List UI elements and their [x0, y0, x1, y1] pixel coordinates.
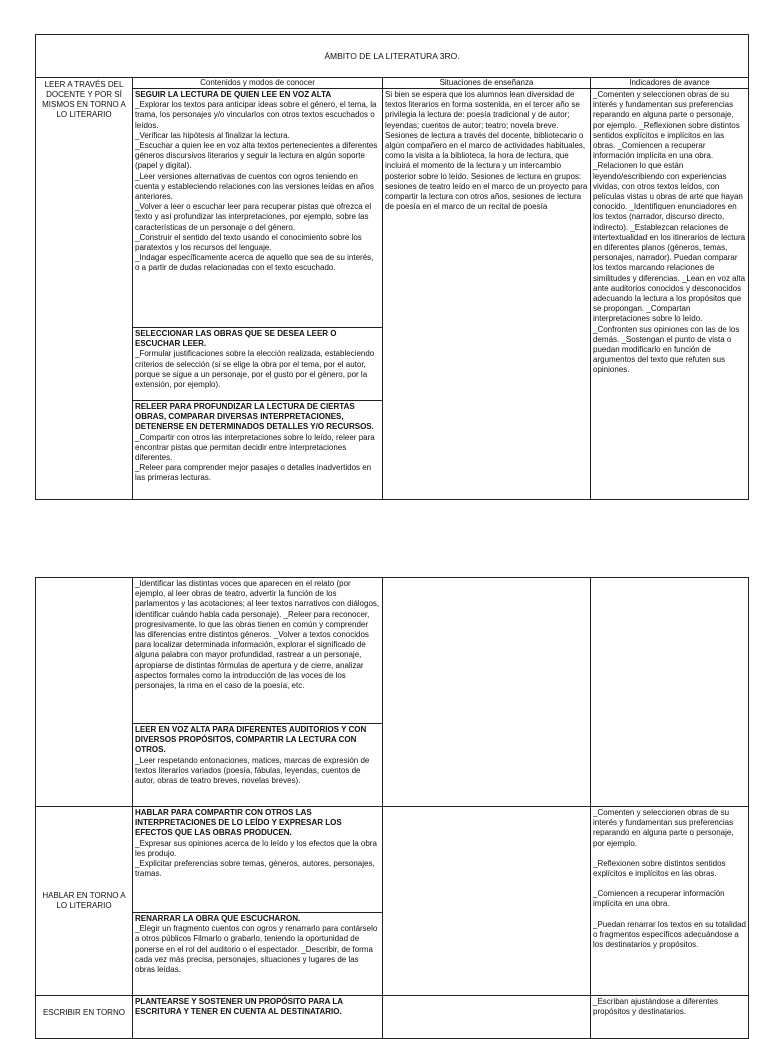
- indicadores-empty: [591, 578, 749, 807]
- content-block-escribir: [133, 996, 383, 1039]
- block-title: HABLAR PARA COMPARTIR CON OTROS LAS INTERPRETACIONES DE LO LEÍDO Y EXPRESAR LOS EFECTOS QUE LAS OBRAS PRODUCEN.: [135, 808, 342, 838]
- content-item: _Expresar sus opiniones acerca de lo leído y los efectos que la obra les produjo.: [135, 838, 377, 858]
- indicator-item: _Reflexionen sobre distintos sentidos explícitos e implícitos en las obras.: [593, 858, 726, 879]
- area-empty: [36, 578, 133, 807]
- block-title: PLANTEARSE Y SOSTENER UN PROPÓSITO PARA LA ESCRITURA Y TENER EN CUENTA AL DESTINATARIO.: [135, 997, 343, 1017]
- header-situaciones: Situaciones de enseñanza: [383, 78, 591, 89]
- block-title: RELEER PARA PROFUNDIZAR LA LECTURA DE CIERTAS OBRAS, COMPARAR DIVERSAS INTERPRETACIONES, DETENERSE EN DETERMINADOS DETALLES Y/O RECURSOS.: [135, 402, 374, 432]
- situaciones-text: Si bien se espera que los alumnos lean diversidad de textos literarios en forma sostenida, en el tercer año se privilegia la lectura de: poesía tradicional y de autor; leyendas; cuentos de autor; teatro; novela breve. Sesiones de lectura a través del docente, bibliotecario o algún compañero en el marco de actividades habituales, como la visita a la biblioteca, la hora de lectura, que incluirá el momento de la lectura y un intercambio posterior sobre lo leído. Sesiones de lectura en grupos: sesiones de teatro leído en el marco de un proyecto para compartir la lectura con otros años, sesiones de lectura de poesía en el marco de un recital de poesía: [383, 89, 591, 500]
- content-item: _Releer para comprender mejor pasajes o detalles inadvertidos en las primeras lecturas.: [135, 463, 372, 483]
- indicadores-text: _Comenten y seleccionen obras de su interés y fundamentan sus preferencias reparando en alguna parte o personaje, por ejemplo. _Reflexionen sobre distintos sentidos explícitos e implícitos en las obras. _Comiencen a recuperar información implícita en una obra. _Relacionen lo que están leyendo/escribiendo con experiencias vividas, con otros textos leídos, con películas vistas u obras de arte que hayan conocido. _Identifiquen enunciadores en los textos (narrador, discurso directo, indirecto). _Establezcan relaciones de intertextualidad en los itinerarios de lectura en diferentes planos (géneros, temas, personajes, narrador). Puedan comparar los textos marcando relaciones de similitudes y diferencias. _Lean en voz alta ante auditorios conocidos y desconocidos adecuando la lectura a los propósitos que se propongan. _Compartan interpretaciones sobre lo leído. _Confronten sus opiniones con las de los demás. _Sostengan el punto de vista o puedan modificarlo en función de argumentos del texto que refuten sus opiniones.: [591, 89, 749, 500]
- header-contenidos: Contenidos y modos de conocer: [133, 78, 383, 89]
- content-block-seleccionar: [133, 328, 383, 401]
- content-item: _Leer respetando entonaciones, matices, marcas de expresión de textos literarios variados (poesía, fábulas, leyendas, cuentos de autor, obras de teatro breves, novelas breves).: [135, 755, 370, 786]
- area-leer: LEER A TRAVÉS DEL DOCENTE Y POR SÍ MISMOS EN TORNO A LO LITERARIO: [36, 78, 133, 500]
- content-item: _Indagar específicamente acerca de aquello que sea de su interés, o a partir de dudas relacionadas con el texto escuchado.: [135, 253, 374, 273]
- indicadores-hablar: [591, 807, 749, 996]
- content-block-releer: [133, 401, 383, 500]
- content-block-leer-voz-alta: [133, 724, 383, 807]
- document-title: ÁMBITO DE LA LITERATURA 3RO.: [36, 35, 749, 78]
- indicadores-escribir: _Escriban ajustándose a diferentes propósitos y destinatarios.: [591, 996, 749, 1039]
- indicator-item: _Puedan renarrar los textos en su totalidad o fragmentos específicos adecuándose a los destinatarios y propósitos.: [593, 919, 746, 950]
- literature-table-1: [35, 34, 749, 500]
- block-title: SEGUIR LA LECTURA DE QUIEN LEE EN VOZ ALTA: [135, 90, 332, 99]
- content-item: _Verificar las hipótesis al finalizar la lectura.: [135, 130, 290, 140]
- block-title: LEER EN VOZ ALTA PARA DIFERENTES AUDITORIOS Y CON DIVERSOS PROPÓSITOS, COMPARTIR LA LECTURA CON OTROS.: [135, 725, 367, 755]
- situaciones-escribir-empty: [383, 996, 591, 1039]
- situaciones-empty: [383, 578, 591, 807]
- indicator-item: _Comiencen a recuperar información implícita en una obra.: [593, 889, 725, 909]
- content-item: _Explorar los textos para anticipar ideas sobre el género, el tema, la trama, los personajes y/o vincularlos con otros textos escuchados o leídos.: [135, 100, 377, 130]
- indicator-item: _Comenten y seleccionen obras de su interés y fundamentan sus preferencias reparando en alguna parte o personaje, por ejemplo.: [593, 808, 734, 848]
- header-indicadores: Indicadores de avance: [591, 78, 749, 89]
- content-block-seguir: [133, 89, 383, 328]
- literature-table-2: [35, 577, 749, 1039]
- content-item: _Elegir un fragmento cuentos con ogros y renarrarlo para contárselo a otros públicos Filmarlo o grabarlo, teniendo la oportunidad de ponerse en el rol del auditorio o el espectador. _Describir, de forma cada vez más precisa, personajes, situaciones y lugares de las obras leídas.: [135, 924, 378, 975]
- block-title: RENARRAR LA OBRA QUE ESCUCHARON.: [135, 914, 301, 923]
- content-item: _Leer versiones alternativas de cuentos con ogros teniendo en cuenta y estableciendo relaciones con las versiones leídas en años anteriores.: [135, 171, 374, 202]
- content-item: _Escuchar a quien lee en voz alta textos pertenecientes a diferentes géneros discursivos literarios y seguir la lectura en algún soporte (papel y digital).: [135, 141, 378, 171]
- area-escribir: ESCRIBIR EN TORNO: [36, 996, 133, 1039]
- content-block-renarrar: [133, 913, 383, 996]
- content-item: _Volver a leer o escuchar leer para recuperar pistas que ofrezca el texto y así profundizar las interpretaciones, por ejemplo, sobre las características de un personaje o del género.: [135, 202, 372, 232]
- content-item: _Formular justificaciones sobre la elección realizada, estableciendo criterios de selección (si se elige la obra por el tema, por el autor, porque se sigue a un personaje, por el gusto por el género, por la extensión, por ejemplo).: [135, 349, 375, 390]
- content-item: _Construir el sentido del texto usando el conocimiento sobre los paratextos y los recursos del lenguaje.: [135, 232, 362, 253]
- situaciones-hablar-empty: [383, 807, 591, 996]
- content-item: _Compartir con otros las interpretaciones sobre lo leído, releer para encontrar pistas que permitan decidir entre interpretaciones diferentes.: [135, 432, 375, 463]
- content-item: _Explicitar preferencias sobre temas, géneros, autores, personajes, tramas.: [135, 859, 375, 879]
- content-block-hablar: [133, 807, 383, 913]
- content-continuation: _Identificar las distintas voces que aparecen en el relato (por ejemplo, al leer obras de teatro, advertir la función de los parlamentos y las acotaciones; al leer textos narrativos con diálogos, identificar cuándo habla cada personaje). _Releer para reconocer, progresivamente, lo que las obras tienen en común y comprender las diferencias entre distintos géneros. _Volver a textos conocidos para localizar determinada información, explorar el significado de alguna palabra con mayor profundidad, rastrear a un personaje, apropiarse de distintas fórmulas de apertura y de cierre, analizar aspectos formales como la introducción de las voces de los personajes, la rima en el caso de la poesía, etc.: [133, 578, 383, 724]
- area-hablar: HABLAR EN TORNO A LO LITERARIO: [36, 807, 133, 996]
- block-title: SELECCIONAR LAS OBRAS QUE SE DESEA LEER O ESCUCHAR LEER.: [135, 329, 337, 349]
